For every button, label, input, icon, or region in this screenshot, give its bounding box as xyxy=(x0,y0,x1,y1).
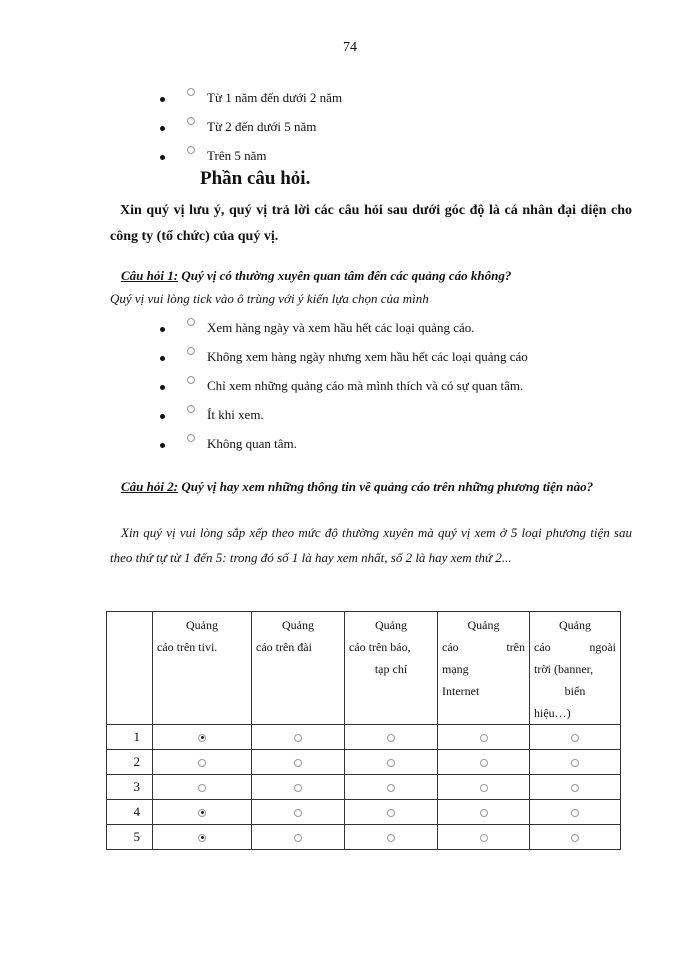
rank-cell xyxy=(438,825,530,850)
rank-cell xyxy=(252,800,345,825)
question2-number: Câu hỏi 2: xyxy=(121,479,179,494)
rank-cell xyxy=(438,800,530,825)
rank-cell xyxy=(252,825,345,850)
rank-label: 2 xyxy=(107,750,153,775)
radio-button[interactable] xyxy=(387,734,395,742)
radio-button[interactable] xyxy=(294,734,302,742)
radio-button[interactable] xyxy=(571,809,579,817)
section-title: Phần câu hỏi. xyxy=(200,168,311,189)
radio-button[interactable] xyxy=(187,434,195,442)
rank-label: 3 xyxy=(107,775,153,800)
table-row xyxy=(107,750,621,775)
table-row xyxy=(107,775,621,800)
radio-button[interactable] xyxy=(480,759,488,767)
radio-button[interactable] xyxy=(480,834,488,842)
rank-label: 1 xyxy=(107,725,153,750)
question1-text: Quý vị có thường xuyên quan tâm đến các quảng cáo không? xyxy=(181,268,512,283)
radio-button[interactable] xyxy=(187,117,195,125)
radio-button[interactable] xyxy=(294,834,302,842)
question2-title xyxy=(110,476,632,498)
rank-cell xyxy=(438,750,530,775)
rank-cell xyxy=(530,775,621,800)
question2-text: Quý vị hay xem những thông tin về quảng cáo trên những phương tiện nào? xyxy=(181,479,594,494)
rank-cell xyxy=(345,775,438,800)
bullet-icon xyxy=(160,356,165,361)
question1-number: Câu hỏi 1: xyxy=(121,268,179,283)
rank-cell xyxy=(345,800,438,825)
radio-button[interactable] xyxy=(480,734,488,742)
rank-cell xyxy=(153,800,252,825)
rank-cell xyxy=(153,775,252,800)
rank-cell xyxy=(530,750,621,775)
radio-button[interactable] xyxy=(480,784,488,792)
bullet-icon xyxy=(160,414,165,419)
rank-cell xyxy=(252,750,345,775)
radio-button[interactable] xyxy=(294,809,302,817)
intro-paragraph: Xin quý vị lưu ý, quý vị trả lời các câu hỏi sau dưới góc độ là cá nhân đại diện cho công ty (tổ chức) của quý vị. xyxy=(110,203,632,244)
rank-cell xyxy=(153,825,252,850)
ranking-table xyxy=(106,611,621,850)
rank-cell xyxy=(438,725,530,750)
radio-button[interactable] xyxy=(387,809,395,817)
bullet-icon xyxy=(160,327,165,332)
header-empty-cell xyxy=(107,612,153,725)
rank-cell xyxy=(530,800,621,825)
radio-button[interactable] xyxy=(198,759,206,767)
radio-button[interactable] xyxy=(294,759,302,767)
rank-cell xyxy=(345,725,438,750)
radio-button[interactable] xyxy=(387,784,395,792)
radio-button[interactable] xyxy=(187,347,195,355)
radio-selected[interactable] xyxy=(198,809,206,817)
rank-cell xyxy=(438,775,530,800)
column-header-tivi: Quảng cáo trên tivi. xyxy=(153,612,252,725)
question2-instruction: Xin quý vị vui lòng sắp xếp theo mức độ thường xuyên mà quý vị xem ở 5 loại phương tiện sau theo thứ tự từ 1 đến 5: trong đó số 1 là hay xem nhất, số 2 là hay xem thứ 2... xyxy=(110,525,632,565)
rank-cell xyxy=(252,725,345,750)
column-header-internet: Quảng cáo trên mạng Internet xyxy=(438,612,530,725)
radio-button[interactable] xyxy=(187,146,195,154)
column-header-outdoor: Quảng cáo ngoài trời (banner, biển hiệu…) xyxy=(530,612,621,725)
radio-selected[interactable] xyxy=(198,734,206,742)
rank-cell xyxy=(153,750,252,775)
rank-cell xyxy=(252,775,345,800)
rank-label: 5 xyxy=(107,825,153,850)
radio-button[interactable] xyxy=(187,376,195,384)
page-number: 74 xyxy=(343,40,357,55)
bullet-icon xyxy=(160,126,165,131)
radio-button[interactable] xyxy=(187,318,195,326)
bullet-icon xyxy=(160,155,165,160)
radio-button[interactable] xyxy=(387,759,395,767)
rank-cell xyxy=(153,725,252,750)
rank-cell xyxy=(345,750,438,775)
table-row xyxy=(107,825,621,850)
radio-button[interactable] xyxy=(294,784,302,792)
radio-button[interactable] xyxy=(571,734,579,742)
radio-button[interactable] xyxy=(571,834,579,842)
table-header-row xyxy=(107,612,621,725)
bullet-icon xyxy=(160,385,165,390)
table-row xyxy=(107,725,621,750)
column-header-radio: Quảng cáo trên đài xyxy=(252,612,345,725)
question1-title xyxy=(121,268,511,284)
bullet-icon xyxy=(160,97,165,102)
radio-button[interactable] xyxy=(387,834,395,842)
rank-cell xyxy=(530,725,621,750)
radio-button[interactable] xyxy=(480,809,488,817)
radio-button[interactable] xyxy=(187,88,195,96)
rank-label: 4 xyxy=(107,800,153,825)
radio-button[interactable] xyxy=(571,784,579,792)
radio-button[interactable] xyxy=(571,759,579,767)
radio-selected[interactable] xyxy=(198,834,206,842)
rank-cell xyxy=(345,825,438,850)
rank-cell xyxy=(530,825,621,850)
question1-instruction: Quý vị vui lòng tick vào ô trùng với ý kiến lựa chọn của mình xyxy=(110,291,429,306)
table-row xyxy=(107,800,621,825)
column-header-newspaper: Quảng cáo trên báo, tạp chí xyxy=(345,612,438,725)
radio-button[interactable] xyxy=(198,784,206,792)
bullet-icon xyxy=(160,443,165,448)
radio-button[interactable] xyxy=(187,405,195,413)
